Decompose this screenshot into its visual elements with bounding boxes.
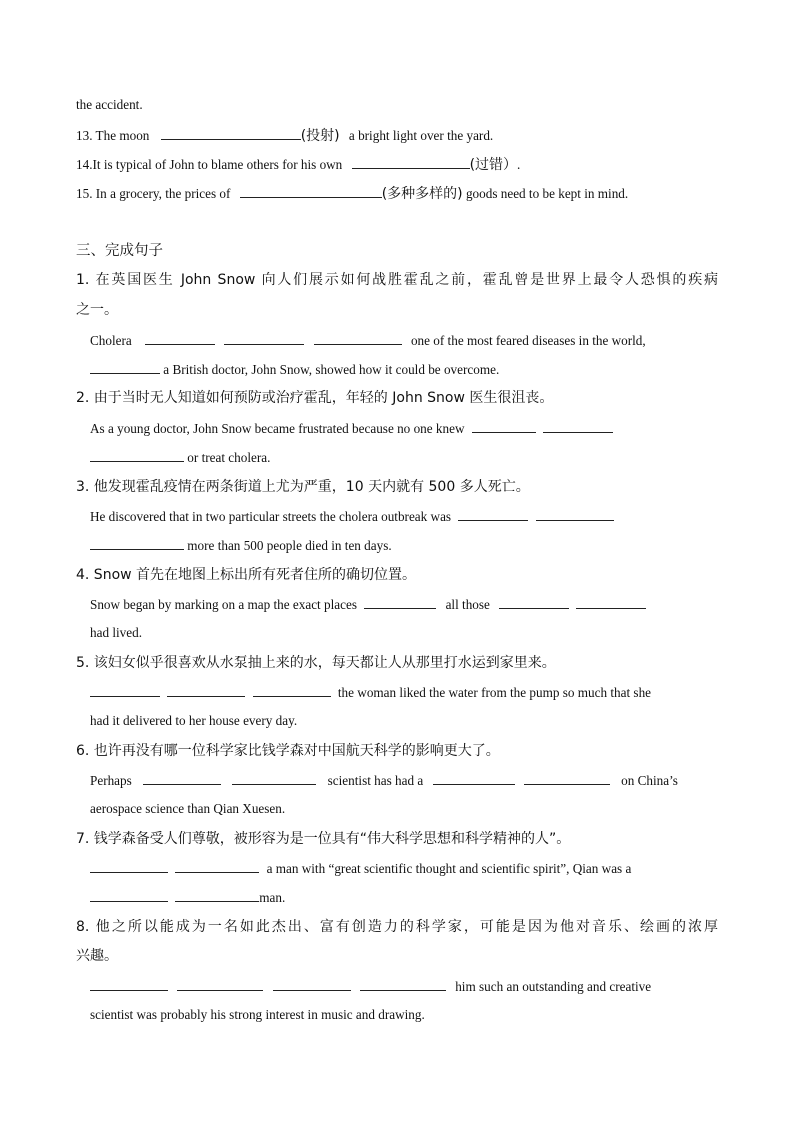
item-4-english-line1 [90,595,718,614]
item-1-text: Cholera [90,333,132,348]
item-8-blank-2[interactable] [177,977,263,991]
item-3-blank-2[interactable] [536,507,614,521]
q14-text-post: . [517,157,521,172]
item-5-english-line1 [90,683,718,702]
q14-hint: (过错） [469,157,518,173]
q12-text: the accident. [76,97,143,112]
item-1-blank-1[interactable] [145,331,215,345]
item-2-blank-2[interactable] [543,419,613,433]
question-15 [76,184,718,203]
item-2-text: As a young doctor, John Snow became frustrated because no one knew [90,421,465,436]
item-6-text-mid: scientist has had a [327,773,424,788]
item-1-blank-2[interactable] [224,331,304,345]
item-1-english-line2 [90,360,718,379]
item-6-blank-3[interactable] [433,771,515,785]
item-3-english-line2 [90,536,718,555]
item-8-blank-1[interactable] [90,977,168,991]
item-7-text-end: man. [259,890,286,905]
item-7-blank-2[interactable] [175,859,259,873]
item-7-chinese: 7. 钱学森备受人们尊敬，被形容为是一位具有“伟大科学思想和科学精神的人”。 [76,831,571,847]
item-7-blank-3[interactable] [90,888,168,902]
item-4-english-line2 [90,624,718,642]
item-3-english-line1 [90,507,718,526]
item-8-text-end: scientist was probably his strong interest in music and drawing. [90,1007,425,1022]
item-6-english-line2 [90,800,718,818]
item-1-text-end: a British doctor, John Snow, showed how it could be overcome. [163,362,500,377]
item-8-text-post: him such an outstanding and creative [455,979,652,994]
item-2-text-end: or treat cholera. [187,450,271,465]
q13-blank[interactable] [161,126,301,140]
item-8-english-line2 [90,1006,718,1024]
item-2-english-line2 [90,448,718,467]
item-8-chinese: 8. 他之所以能成为一名如此杰出、富有创造力的科学家，可能是因为他对音乐、绘画的浓厚 [76,919,718,935]
item-8-blank-4[interactable] [360,977,446,991]
item-4-blank-2[interactable] [499,595,569,609]
q13-text: 13. The moon [76,128,150,143]
item-5-text-end: had it delivered to her house every day. [90,713,298,728]
item-6-blank-1[interactable] [143,771,221,785]
item-7-english-line2 [90,888,718,907]
item-4-text: Snow began by marking on a map the exact places [90,597,357,612]
item-6-text-post: on China’s [621,773,678,788]
item-4-blank-3[interactable] [576,595,646,609]
item-6-text-end: aerospace science than Qian Xuesen. [90,801,286,816]
q15-blank[interactable] [240,184,382,198]
item-1-english-line1 [90,331,718,350]
item-7-text-post: a man with “great scientific thought and scientific spirit”, Qian was a [266,861,632,876]
item-5-blank-1[interactable] [90,683,160,697]
item-5-blank-2[interactable] [167,683,245,697]
q15-hint: (多种多样的) [381,186,463,202]
q12-ending [76,96,718,114]
item-3-chinese: 3. 他发现霍乱疫情在两条街道上尤为严重，10 天内就有 500 多人死亡。 [76,479,530,495]
item-1-blank-3[interactable] [314,331,402,345]
item-2-blank-3[interactable] [90,448,184,462]
item-7-blank-4[interactable] [175,888,259,902]
item-7-blank-1[interactable] [90,859,168,873]
item-1-text-post: one of the most feared diseases in the world, [410,333,646,348]
item-5-text-post: the woman liked the water from the pump so much that she [337,685,652,700]
item-4-blank-1[interactable] [364,595,436,609]
item-8-blank-3[interactable] [273,977,351,991]
item-5-chinese: 5. 该妇女似乎很喜欢从水泵抽上来的水，每天都让人从那里打水运到家里来。 [76,655,556,671]
item-7-english-line1 [90,859,718,878]
item-2-chinese: 2. 由于当时无人知道如何预防或治疗霍乱，年轻的 John Snow 医生很沮丧。 [76,390,554,406]
q15-text-post: goods need to be kept in mind. [465,186,629,201]
item-6-chinese: 6. 也许再没有哪一位科学家比钱学森对中国航天科学的影响更大了。 [76,743,500,759]
item-3-blank-3[interactable] [90,536,184,550]
item-1-blank-4[interactable] [90,360,160,374]
item-4-text-mid: all those [445,597,490,612]
item-2-blank-1[interactable] [472,419,536,433]
item-6-blank-2[interactable] [232,771,316,785]
item-4-chinese: 4. Snow 首先在地图上标出所有死者住所的确切位置。 [76,567,417,583]
item-5-english-line2 [90,712,718,730]
item-3-text-end: more than 500 people died in ten days. [187,538,392,553]
q13-text-post: a bright light over the yard. [348,128,494,143]
item-8-english-line1 [90,977,718,996]
item-6-english-line1 [90,771,718,790]
item-1-chinese: 1. 在英国医生 John Snow 向人们展示如何战胜霍乱之前，霍乱曾是世界上最令人恐惧的疾病 [76,272,718,288]
q13-hint: (投射) [300,128,340,144]
item-3-text: He discovered that in two particular streets the cholera outbreak was [90,509,452,524]
item-1-chinese-cont: 之一。 [76,302,118,318]
item-4-text-end: had lived. [90,625,143,640]
q15-text: 15. In a grocery, the prices of [76,186,231,201]
question-13 [76,126,718,145]
item-2-english-line1 [90,419,718,438]
question-14 [76,155,718,174]
q14-blank[interactable] [352,155,470,169]
item-8-chinese-cont: 兴趣。 [76,948,118,964]
item-6-text: Perhaps [90,773,132,788]
section-title: 三、完成句子 [76,243,163,259]
item-6-blank-4[interactable] [524,771,610,785]
item-5-blank-3[interactable] [253,683,331,697]
item-3-blank-1[interactable] [458,507,528,521]
q14-text: 14.It is typical of John to blame others for his own [76,157,343,172]
